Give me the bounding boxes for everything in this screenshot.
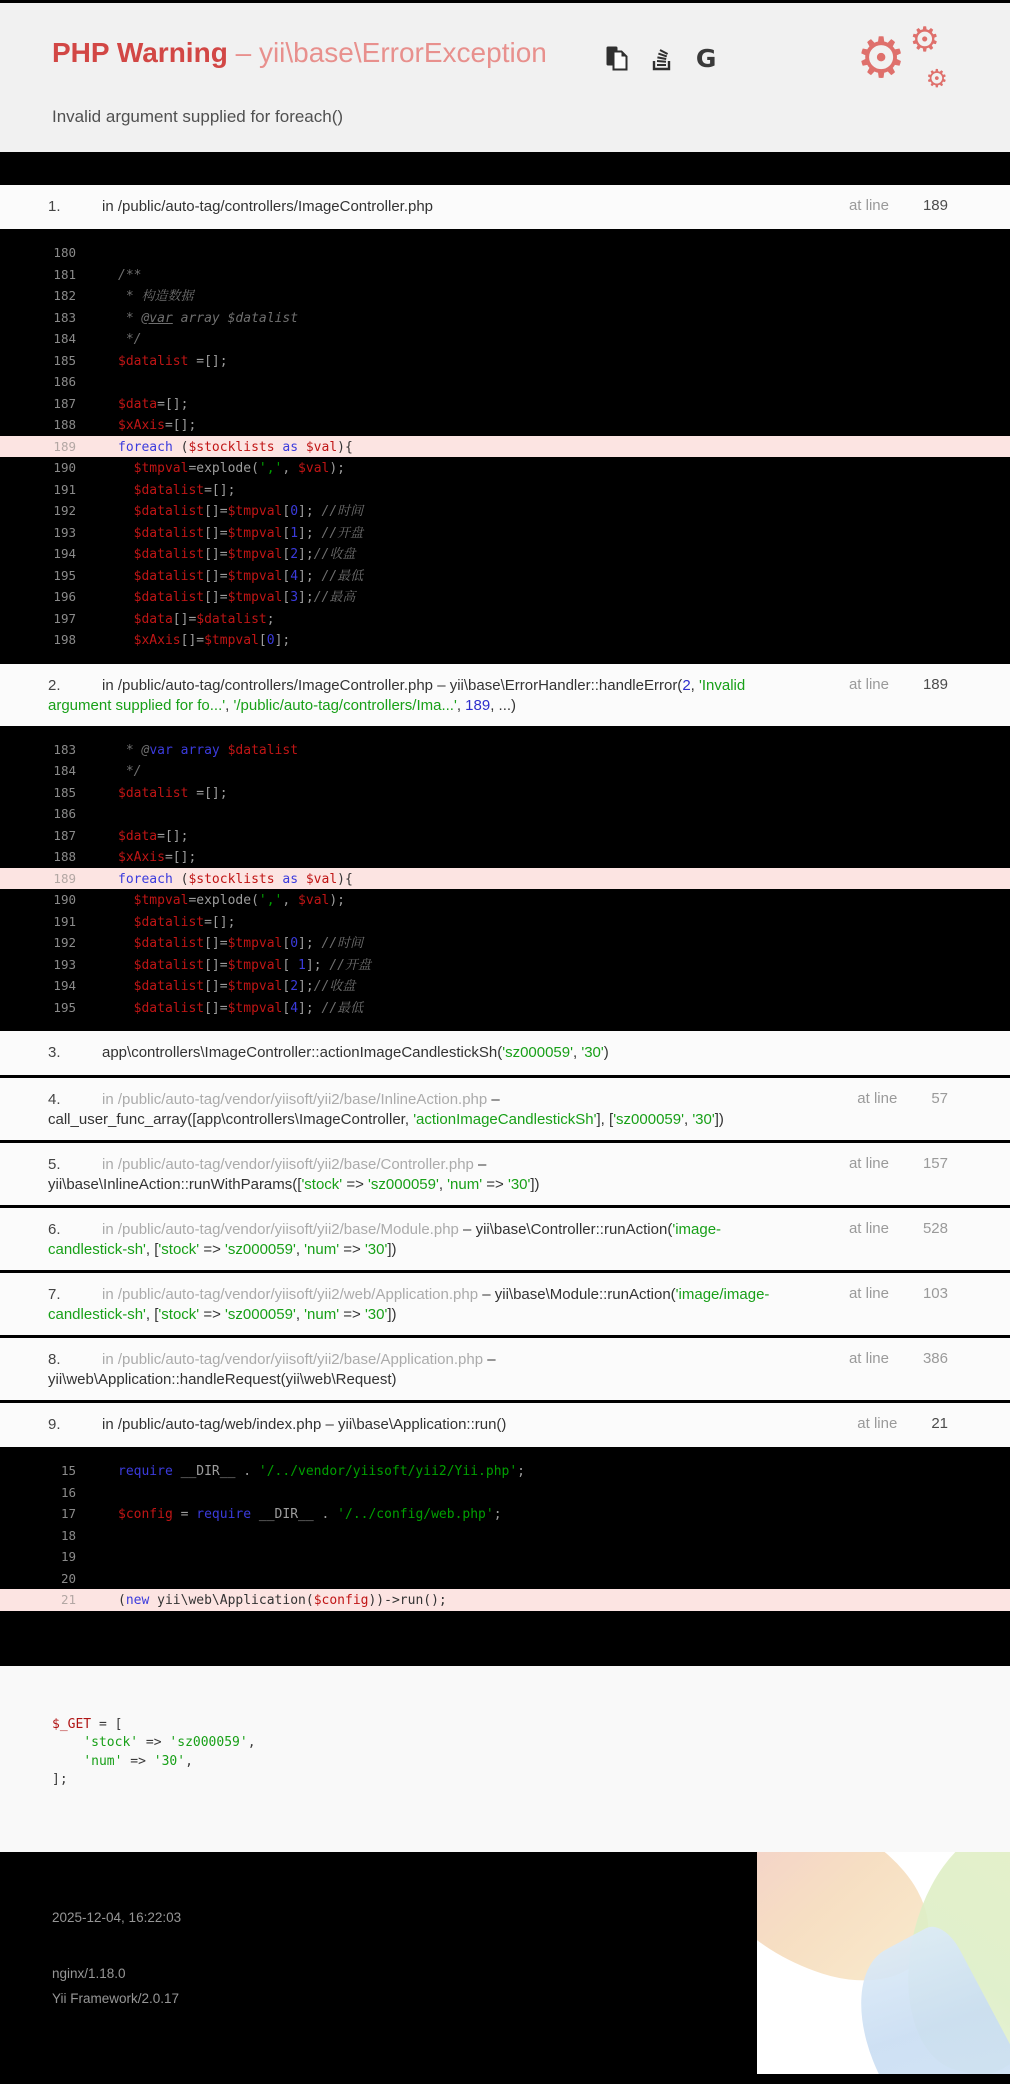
code-line-17 bbox=[0, 1503, 1010, 1525]
code-line-197 bbox=[0, 608, 1010, 630]
line-number: 188 bbox=[53, 417, 76, 432]
stackoverflow-search-icon[interactable] bbox=[650, 46, 674, 72]
code-line-192 bbox=[0, 500, 1010, 522]
code-text: * 构造数据 bbox=[118, 289, 194, 304]
code-line-190 bbox=[0, 457, 1010, 479]
line-number: 195 bbox=[53, 567, 76, 583]
code-text: */ bbox=[118, 332, 142, 347]
stack-frame-3 bbox=[0, 1031, 1010, 1078]
yii-gears-logo bbox=[850, 20, 950, 93]
request-line-2: 'stock' => 'sz000059', bbox=[83, 1735, 256, 1750]
code-line-193 bbox=[0, 522, 1010, 544]
code-text: $datalist[]=$tmpval[4]; //最低 bbox=[133, 1000, 364, 1016]
at-line-indicator bbox=[849, 197, 948, 214]
line-number: 180 bbox=[53, 245, 76, 260]
copy-stacktrace-icon[interactable] bbox=[605, 45, 628, 72]
stack-frame-header-7[interactable] bbox=[0, 1273, 1010, 1335]
stack-frame-header-2[interactable] bbox=[0, 664, 1010, 726]
code-line-188 bbox=[0, 414, 1010, 436]
error-line-189 bbox=[0, 868, 1010, 890]
code-line-184 bbox=[0, 328, 1010, 350]
code-text: $datalist[]=$tmpval[2];//收盘 bbox=[133, 547, 356, 562]
frame-call-text: 7. in /public/auto-tag/vendor/yiisoft/yii2/web/Application.php – yii\base\Module::runAction('image/image-candlestick-sh', ['stock' => 'sz000059', 'num' => '30']) bbox=[48, 1286, 770, 1323]
code-line-191 bbox=[0, 911, 1010, 933]
code-line-181 bbox=[0, 264, 1010, 286]
frame-call-text: 2. in /public/auto-tag/controllers/ImageController.php – yii\base\ErrorHandler::handleError(2, 'Invalid argument supplied for fo...', '/public/auto-tag/controllers/Ima...', 189, ...) bbox=[48, 676, 746, 714]
line-number: 184 bbox=[53, 331, 76, 346]
at-line-indicator bbox=[857, 1090, 948, 1107]
line-number: 183 bbox=[53, 309, 76, 325]
stack-frame-header-5[interactable] bbox=[0, 1143, 1010, 1205]
code-snippet-9 bbox=[0, 1447, 1010, 1666]
stack-frame-4 bbox=[0, 1078, 1010, 1143]
line-number: 192 bbox=[53, 935, 76, 950]
error-line-21 bbox=[0, 1589, 1010, 1611]
stack-frame-9 bbox=[0, 1403, 1010, 1666]
code-text: $xAxis=[]; bbox=[118, 850, 197, 865]
page-footer bbox=[0, 1852, 1010, 2084]
code-text: $datalist=[]; bbox=[133, 482, 236, 498]
frame-call-text: 8. in /public/auto-tag/vendor/yiisoft/yii2/base/Application.php – yii\web\Application::handleRequest(yii\web\Request) bbox=[48, 1351, 496, 1388]
line-number: 181 bbox=[53, 266, 76, 282]
at-line-label: at line bbox=[848, 1350, 889, 1367]
line-number: 193 bbox=[53, 524, 76, 540]
frame-index: 5. bbox=[48, 1156, 61, 1173]
error-type-name: PHP Warning bbox=[52, 37, 228, 68]
line-number: 196 bbox=[53, 589, 76, 604]
code-line-20 bbox=[0, 1568, 1010, 1590]
line-number: 198 bbox=[53, 632, 76, 647]
code-text: (new yii\web\Application($config))->run(); bbox=[118, 1593, 447, 1608]
frame-call-text: 4. in /public/auto-tag/vendor/yiisoft/yii2/base/InlineAction.php – call_user_func_array([app\controllers\ImageController, 'actionImageCandlestickSh'], ['sz000059', '30']) bbox=[48, 1091, 724, 1128]
code-line-16 bbox=[0, 1482, 1010, 1504]
code-text: $data=[]; bbox=[118, 828, 189, 844]
code-text: $datalist[]=$tmpval[4]; //最低 bbox=[133, 568, 364, 584]
code-text: foreach ($stocklists as $val){ bbox=[118, 871, 353, 887]
gear-medium-icon: ⚙ bbox=[909, 20, 940, 60]
line-number: 195 bbox=[53, 999, 76, 1015]
code-line-18 bbox=[0, 1525, 1010, 1547]
code-text: $datalist[]=$tmpval[0]; //时间 bbox=[133, 936, 364, 951]
line-number: 21 bbox=[60, 1592, 76, 1607]
at-line-label: at line bbox=[848, 1220, 889, 1237]
stack-frame-header-8[interactable] bbox=[0, 1338, 1010, 1400]
code-line-184 bbox=[0, 760, 1010, 782]
google-search-icon[interactable] bbox=[696, 46, 717, 71]
code-text: $datalist =[]; bbox=[118, 785, 228, 801]
stack-frame-5 bbox=[0, 1143, 1010, 1208]
stack-frame-8 bbox=[0, 1338, 1010, 1403]
code-text: $data=[]; bbox=[118, 396, 189, 412]
line-number: 19 bbox=[60, 1549, 76, 1564]
code-text: $tmpval=explode(',', $val); bbox=[133, 893, 346, 908]
gear-large-icon: ⚙ bbox=[856, 26, 907, 91]
frame-index: 6. bbox=[48, 1221, 61, 1238]
code-text: $config = require __DIR__ . '/../config/web.php'; bbox=[118, 1507, 502, 1522]
title-row bbox=[52, 20, 950, 93]
frame-index: 7. bbox=[48, 1286, 61, 1303]
code-line-191 bbox=[0, 479, 1010, 501]
code-line-187 bbox=[0, 825, 1010, 847]
code-text: $xAxis[]=$tmpval[0]; bbox=[133, 633, 291, 648]
code-line-198 bbox=[0, 629, 1010, 651]
code-text: * @var array $datalist bbox=[118, 310, 299, 326]
code-snippet-1 bbox=[0, 229, 1010, 664]
exception-class-name: yii\base\ErrorException bbox=[258, 37, 547, 68]
at-line-label: at line bbox=[857, 1415, 898, 1432]
frame-index: 8. bbox=[48, 1351, 61, 1368]
line-number: 191 bbox=[53, 913, 76, 929]
code-line-182 bbox=[0, 285, 1010, 307]
at-line-label: at line bbox=[848, 1155, 889, 1172]
line-number: 185 bbox=[53, 784, 76, 800]
code-line-193 bbox=[0, 954, 1010, 976]
at-line-indicator bbox=[849, 1155, 948, 1172]
decorative-petals-image bbox=[757, 1852, 1010, 2074]
code-line-183 bbox=[0, 307, 1010, 329]
line-number: 182 bbox=[53, 288, 76, 303]
error-message: Invalid argument supplied for foreach() bbox=[52, 107, 344, 126]
code-text: $datalist=[]; bbox=[133, 914, 236, 930]
call-stack bbox=[0, 185, 1010, 1666]
stack-frame-1 bbox=[0, 185, 1010, 664]
line-number: 187 bbox=[53, 395, 76, 411]
frame-index: 3. bbox=[48, 1044, 61, 1061]
stack-frame-header-4[interactable] bbox=[0, 1078, 1010, 1140]
code-line-185 bbox=[0, 350, 1010, 372]
frame-call-text: 9. in /public/auto-tag/web/index.php – yii\base\Application::run() bbox=[48, 1416, 507, 1433]
line-number-value: 386 bbox=[922, 1350, 948, 1367]
header-divider-strip bbox=[0, 152, 1010, 185]
server-version: nginx/1.18.0 bbox=[52, 1965, 126, 1981]
page-title bbox=[52, 37, 547, 69]
line-number: 197 bbox=[53, 610, 76, 626]
frame-call-text: 5. in /public/auto-tag/vendor/yiisoft/yii2/base/Controller.php – yii\base\InlineAction::runWithParams(['stock' => 'sz000059', 'num' => '30']) bbox=[48, 1156, 540, 1193]
line-number: 15 bbox=[60, 1463, 76, 1478]
code-line-186 bbox=[0, 803, 1010, 825]
code-line-188 bbox=[0, 846, 1010, 868]
frame-index: 1. bbox=[48, 198, 61, 215]
at-line-label: at line bbox=[848, 1285, 889, 1302]
code-text: $datalist[]=$tmpval[0]; //时间 bbox=[133, 504, 364, 519]
line-number: 194 bbox=[53, 978, 76, 993]
frame-call-text: 1. in /public/auto-tag/controllers/ImageController.php bbox=[48, 198, 434, 215]
request-section bbox=[0, 1666, 1010, 1852]
line-number: 185 bbox=[53, 352, 76, 368]
at-line-indicator bbox=[849, 1285, 948, 1302]
line-number: 20 bbox=[60, 1570, 76, 1586]
code-line-196 bbox=[0, 586, 1010, 608]
at-line-indicator bbox=[849, 1350, 948, 1367]
error-line-189 bbox=[0, 436, 1010, 458]
code-text: foreach ($stocklists as $val){ bbox=[118, 439, 353, 455]
at-line-indicator bbox=[849, 1220, 948, 1237]
stack-frame-header-6[interactable] bbox=[0, 1208, 1010, 1270]
at-line-label: at line bbox=[857, 1090, 898, 1107]
code-text: * @var array $datalist bbox=[118, 742, 299, 758]
google-letter: G bbox=[695, 44, 717, 73]
code-text: $datalist =[]; bbox=[118, 353, 228, 369]
request-line-4: ]; bbox=[52, 1772, 68, 1787]
gear-small-icon: ⚙ bbox=[925, 64, 948, 93]
line-number-value: 103 bbox=[922, 1285, 948, 1302]
frame-call-text: 3. app\controllers\ImageController::actionImageCandlestickSh('sz000059', '30') bbox=[48, 1044, 609, 1061]
line-number: 18 bbox=[60, 1527, 76, 1543]
stack-frame-7 bbox=[0, 1273, 1010, 1338]
line-number: 17 bbox=[60, 1506, 76, 1521]
line-number: 194 bbox=[53, 546, 76, 561]
code-line-183 bbox=[0, 739, 1010, 761]
line-number: 188 bbox=[53, 849, 76, 864]
line-number: 193 bbox=[53, 956, 76, 972]
search-tools bbox=[605, 45, 717, 72]
code-line-187 bbox=[0, 393, 1010, 415]
code-line-192 bbox=[0, 932, 1010, 954]
line-number: 187 bbox=[53, 827, 76, 843]
line-number: 183 bbox=[53, 741, 76, 757]
line-number: 190 bbox=[53, 460, 76, 475]
line-number-value: 528 bbox=[922, 1220, 948, 1237]
frame-index: 4. bbox=[48, 1091, 61, 1108]
code-line-185 bbox=[0, 782, 1010, 804]
code-line-190 bbox=[0, 889, 1010, 911]
at-line-label: at line bbox=[848, 675, 889, 693]
frame-call-text: 6. in /public/auto-tag/vendor/yiisoft/yii2/base/Module.php – yii\base\Controller::runAction('image-candlestick-sh', ['stock' => 'sz000059', 'num' => '30']) bbox=[48, 1221, 722, 1258]
code-snippet-2 bbox=[0, 726, 1010, 1032]
line-number: 186 bbox=[53, 806, 76, 821]
line-number-value: 189 bbox=[922, 675, 948, 693]
code-line-19 bbox=[0, 1546, 1010, 1568]
code-text: $datalist[]=$tmpval[2];//收盘 bbox=[133, 979, 356, 994]
frame-index: 9. bbox=[48, 1416, 61, 1433]
code-text: $xAxis=[]; bbox=[118, 418, 197, 433]
stack-frame-6 bbox=[0, 1208, 1010, 1273]
code-line-186 bbox=[0, 371, 1010, 393]
code-text: $tmpval=explode(',', $val); bbox=[133, 461, 346, 476]
line-number: 192 bbox=[53, 503, 76, 518]
code-line-195 bbox=[0, 565, 1010, 587]
title-separator: – bbox=[227, 37, 259, 68]
code-line-194 bbox=[0, 975, 1010, 997]
line-number-value: 157 bbox=[922, 1155, 948, 1172]
line-number-value: 21 bbox=[931, 1415, 948, 1432]
stack-frame-2 bbox=[0, 664, 1010, 1032]
code-text: $datalist[]=$tmpval[1]; //开盘 bbox=[133, 525, 364, 541]
line-number: 186 bbox=[53, 374, 76, 389]
code-text: $datalist[]=$tmpval[ 1]; //开盘 bbox=[133, 957, 372, 973]
line-number: 189 bbox=[53, 438, 76, 454]
code-text: $data[]=$datalist; bbox=[133, 611, 275, 627]
code-line-194 bbox=[0, 543, 1010, 565]
code-text: */ bbox=[118, 764, 142, 779]
code-text: $datalist[]=$tmpval[3];//最高 bbox=[133, 590, 356, 605]
code-text: require __DIR__ . '/../vendor/yiisoft/yii2/Yii.php'; bbox=[118, 1464, 525, 1479]
request-dump bbox=[52, 1716, 958, 1790]
frame-index: 2. bbox=[48, 676, 61, 694]
error-header bbox=[0, 3, 1010, 152]
line-number-value: 189 bbox=[922, 197, 948, 214]
timestamp: 2025-12-04, 16:22:03 bbox=[52, 1909, 182, 1925]
line-number: 190 bbox=[53, 892, 76, 907]
request-line-3: 'num' => '30', bbox=[83, 1753, 193, 1769]
line-number: 191 bbox=[53, 481, 76, 497]
line-number: 189 bbox=[53, 870, 76, 886]
stack-frame-header-3[interactable] bbox=[0, 1031, 1010, 1075]
code-bottom-padding bbox=[0, 1611, 1010, 1653]
line-number-value: 57 bbox=[931, 1090, 948, 1107]
request-line-1: $_GET = [ bbox=[52, 1716, 123, 1732]
code-line-15 bbox=[0, 1460, 1010, 1482]
code-line-180 bbox=[0, 242, 1010, 264]
code-text: /** bbox=[118, 267, 142, 283]
stack-frame-header-9[interactable] bbox=[0, 1403, 1010, 1447]
line-number: 184 bbox=[53, 763, 76, 778]
framework-version: Yii Framework/2.0.17 bbox=[52, 1990, 180, 2006]
at-line-indicator bbox=[857, 1415, 948, 1432]
code-line-195 bbox=[0, 997, 1010, 1019]
at-line-indicator bbox=[849, 676, 948, 693]
stack-frame-header-1[interactable] bbox=[0, 185, 1010, 229]
line-number: 16 bbox=[60, 1484, 76, 1500]
at-line-label: at line bbox=[848, 197, 889, 214]
